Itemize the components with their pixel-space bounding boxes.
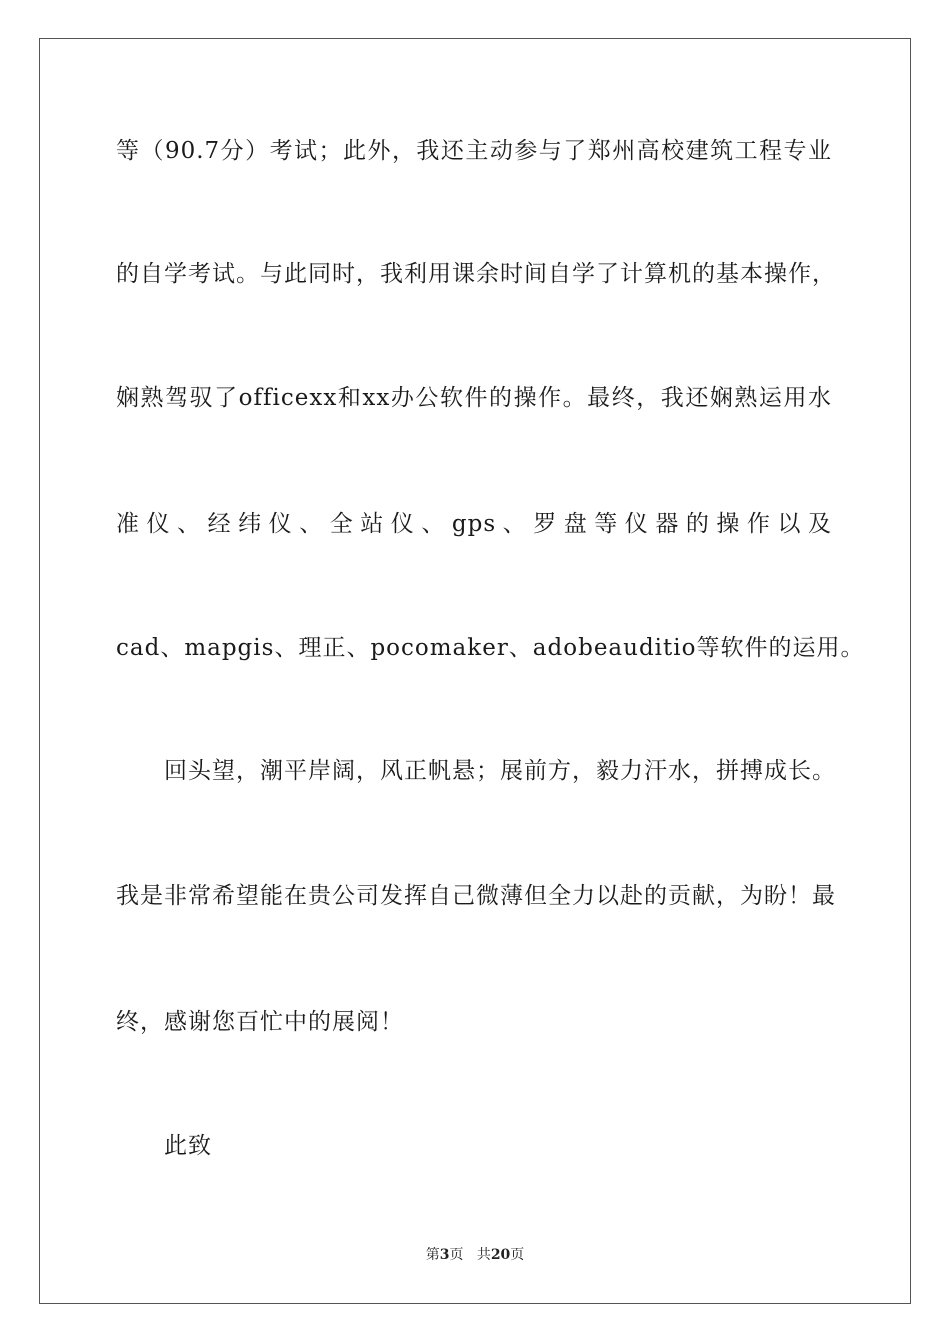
footer-page-prefix: 第 [425,1247,440,1263]
body-line-4: 准仪、经纬仪、全站仪、gps、罗盘等仪器的操作以及 [116,511,832,537]
page-border [39,38,911,1304]
body-line-5: cad、mapgis、理正、pocomaker、adobeauditio等软件的运用。 [116,635,865,661]
footer-page-suffix: 页 [449,1247,464,1263]
footer-total-prefix: 共 [476,1247,491,1263]
body-line-8: 终，感谢您百忙中的展阅！ [116,1009,404,1035]
page-footer [0,1246,950,1264]
body-line-2: 的自学考试。与此同时，我利用课余时间自学了计算机的基本操作， [116,261,836,287]
body-line-7: 我是非常希望能在贵公司发挥自己微薄但全力以赴的贡献，为盼！最 [116,883,836,909]
body-line-1: 等（90.7分）考试；此外，我还主动参与了郑州高校建筑工程专业 [116,138,832,164]
body-line-3: 娴熟驾驭了officexx和xx办公软件的操作。最终，我还娴熟运用水 [116,385,832,411]
body-line-6: 回头望，潮平岸阔，风正帆悬；展前方，毅力汗水，拼搏成长。 [164,758,836,784]
closing-salutation: 此致 [164,1133,212,1159]
footer-total-number: 20 [490,1247,511,1263]
footer-total-suffix: 页 [510,1247,525,1263]
footer-page-number: 3 [439,1247,450,1263]
